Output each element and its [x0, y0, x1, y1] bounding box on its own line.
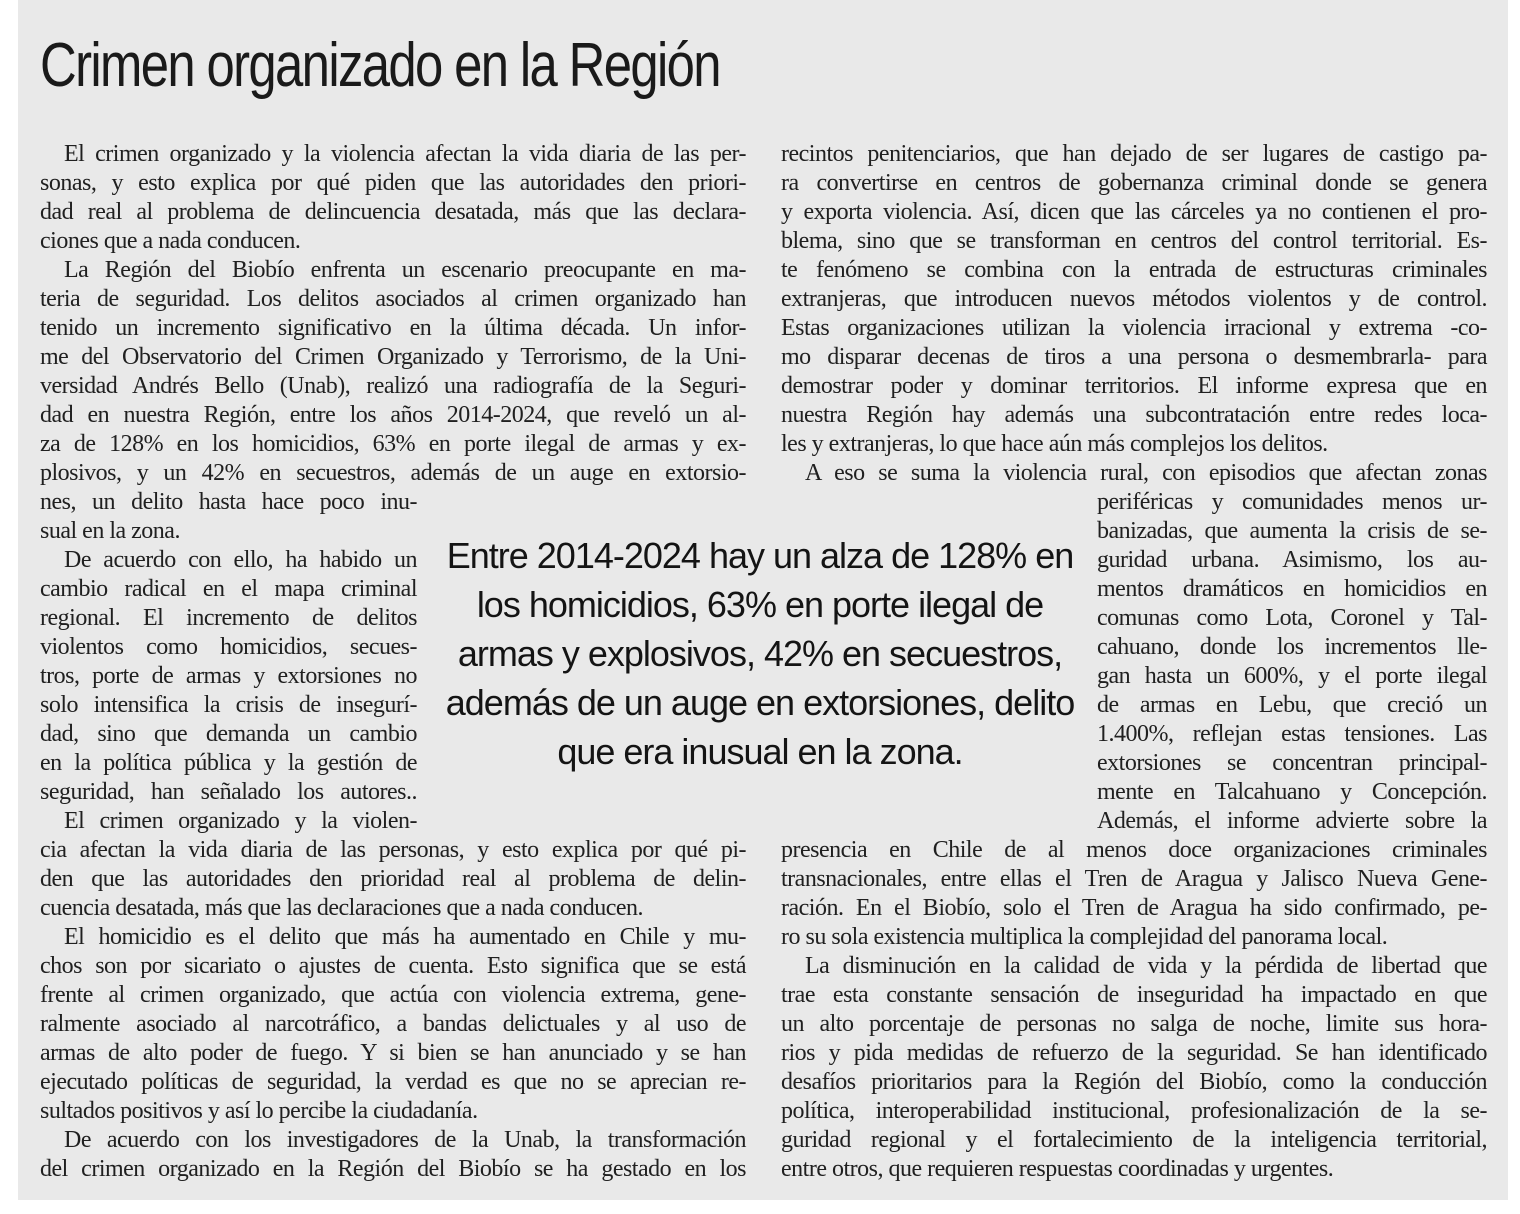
- left-column-line: cambio radical en el mapa criminal: [40, 576, 417, 602]
- right-column-line: A eso se suma la violencia rural, con episodios que afectan zonas: [805, 460, 1487, 486]
- right-column-line: La disminución en la calidad de vida y la pérdida de libertad que: [805, 953, 1487, 979]
- right-column-line: presencia en Chile de al menos doce organizaciones criminales: [781, 837, 1487, 863]
- right-column-line: mente en Talcahuano y Concepción.: [1097, 779, 1487, 805]
- left-column-line: De acuerdo con ello, ha habido un: [64, 547, 417, 573]
- left-column-line: dad en nuestra Región, entre los años 2014-2024, que reveló un al-: [40, 402, 746, 428]
- right-column-line: rios y pida medidas de refuerzo de la seguridad. Se han identificado: [781, 1040, 1487, 1066]
- left-column-line: sultados positivos y así lo percibe la ciudadanía.: [40, 1098, 478, 1124]
- left-column-line: nes, un delito hasta hace poco inu-: [40, 489, 417, 515]
- left-column-line: ralmente asociado al narcotráfico, a bandas delictuales y al uso de: [40, 1011, 746, 1037]
- right-column-line: política, interoperabilidad institucional, profesionalización de la se-: [781, 1098, 1487, 1124]
- left-column-line: teria de seguridad. Los delitos asociados al crimen organizado han: [40, 286, 746, 312]
- left-column-line: De acuerdo con los investigadores de la Unab, la transformación: [64, 1127, 746, 1153]
- left-column-line: cia afectan la vida diaria de las personas, y esto explica por qué pi-: [40, 837, 746, 863]
- left-column-line: sonas, y esto explica por qué piden que las autoridades den priori-: [40, 170, 746, 196]
- right-column-line: y exporta violencia. Así, dicen que las cárceles ya no contienen el pro-: [781, 199, 1487, 225]
- right-column-line: cahuano, donde los incrementos lle-: [1097, 634, 1487, 660]
- pull-quote-line: que era inusual en la zona.: [557, 731, 963, 772]
- left-column-line: plosivos, y un 42% en secuestros, además de un auge en extorsio-: [40, 460, 746, 486]
- right-column-line: te fenómeno se combina con la entrada de estructuras criminales: [781, 257, 1487, 283]
- right-column-line: de armas en Lebu, que creció un: [1097, 692, 1487, 718]
- right-column-line: entre otros, que requieren respuestas coordinadas y urgentes.: [781, 1156, 1334, 1182]
- left-column-line: me del Observatorio del Crimen Organizado y Terrorismo, de la Uni-: [40, 344, 746, 370]
- right-column-line: extranjeras, que introducen nuevos métodos violentos y de control.: [781, 286, 1487, 312]
- right-column-line: recintos penitenciarios, que han dejado de ser lugares de castigo pa-: [781, 141, 1487, 167]
- left-column-line: dad real al problema de delincuencia desatada, más que las declara-: [40, 199, 746, 225]
- right-column-line: nuestra Región hay además una subcontratación entre redes loca-: [781, 402, 1487, 428]
- right-column-line: desafíos prioritarios para la Región del Biobío, como la conducción: [781, 1069, 1487, 1095]
- left-column-line: den que las autoridades den prioridad real al problema de delin-: [40, 866, 746, 892]
- right-column-line: periféricas y comunidades menos ur-: [1097, 489, 1487, 515]
- left-column-line: El homicidio es el delito que más ha aumentado en Chile y mu-: [64, 924, 746, 950]
- left-column-line: solo intensifica la crisis de insegurí-: [40, 692, 417, 718]
- pull-quote-line: además de un auge en extorsiones, delito: [445, 682, 1075, 723]
- left-column-line: El crimen organizado y la violencia afectan la vida diaria de las per-: [64, 141, 746, 167]
- left-column-line: armas de alto poder de fuego. Y si bien se han anunciado y se han: [40, 1040, 746, 1066]
- right-column-line: mentos dramáticos en homicidios en: [1097, 576, 1487, 602]
- right-column-line: blema, sino que se transforman en centros del control territorial. Es-: [781, 228, 1487, 254]
- headline: Crimen organizado en la Región: [40, 31, 720, 100]
- right-column-line: 1.400%, reflejan estas tensiones. Las: [1097, 721, 1487, 747]
- left-column-line: seguridad, han señalado los autores..: [40, 779, 417, 805]
- left-column-line: en la política pública y la gestión de: [40, 750, 417, 776]
- right-column-line: extorsiones se concentran principal-: [1097, 750, 1487, 776]
- left-column-line: El crimen organizado y la violen-: [64, 808, 417, 834]
- right-column-line: guridad urbana. Asimismo, los au-: [1097, 547, 1487, 573]
- right-column-line: un alto porcentaje de personas no salga de noche, limite sus hora-: [781, 1011, 1487, 1037]
- left-column-line: La Región del Biobío enfrenta un escenario preocupante en ma-: [64, 257, 746, 283]
- left-column-line: dad, sino que demanda un cambio: [40, 721, 417, 747]
- right-column-line: gan hasta un 600%, y el porte ilegal: [1097, 663, 1487, 689]
- right-column-line: Estas organizaciones utilizan la violencia irracional y extrema -co-: [781, 315, 1487, 341]
- right-column-line: transnacionales, entre ellas el Tren de Aragua y Jalisco Nueva Gene-: [781, 866, 1487, 892]
- left-column-line: tros, porte de armas y extorsiones no: [40, 663, 417, 689]
- right-column-line: trae esta constante sensación de inseguridad ha impactado en que: [781, 982, 1487, 1008]
- right-column-line: banizadas, que aumenta la crisis de se-: [1097, 518, 1487, 544]
- left-column-line: tenido un incremento significativo en la última década. Un infor-: [40, 315, 746, 341]
- right-column-line: Además, el informe advierte sobre la: [1097, 808, 1487, 834]
- left-column-line: cuencia desatada, más que las declaraciones que a nada conducen.: [40, 895, 644, 921]
- left-column-line: regional. El incremento de delitos: [40, 605, 417, 631]
- left-column-line: ejecutado políticas de seguridad, la verdad es que no se aprecian re-: [40, 1069, 746, 1095]
- left-column-line: za de 128% en los homicidios, 63% en porte ilegal de armas y ex-: [40, 431, 746, 457]
- right-column-line: mo disparar decenas de tiros a una persona o desmembrarla- para: [781, 344, 1487, 370]
- right-column-line: ra convertirse en centros de gobernanza criminal donde se genera: [781, 170, 1487, 196]
- left-column-line: versidad Andrés Bello (Unab), realizó una radiografía de la Seguri-: [40, 373, 746, 399]
- right-column-line: les y extranjeras, lo que hace aún más complejos los delitos.: [781, 431, 1328, 457]
- right-column-line: ración. En el Biobío, solo el Tren de Aragua ha sido confirmado, pe-: [781, 895, 1487, 921]
- left-column-line: ciones que a nada conducen.: [40, 228, 301, 254]
- right-column-line: comunas como Lota, Coronel y Tal-: [1097, 605, 1487, 631]
- left-column-line: chos son por sicariato o ajustes de cuenta. Esto significa que se está: [40, 953, 746, 979]
- right-column-line: demostrar poder y dominar territorios. El informe expresa que en: [781, 373, 1487, 399]
- right-column-line: guridad regional y el fortalecimiento de la inteligencia territorial,: [781, 1127, 1487, 1153]
- left-column-line: del crimen organizado en la Región del Biobío se ha gestado en los: [40, 1156, 746, 1182]
- right-column-line: ro su sola existencia multiplica la complejidad del panorama local.: [781, 924, 1388, 950]
- left-column-line: frente al crimen organizado, que actúa con violencia extrema, gene-: [40, 982, 746, 1008]
- left-column-line: violentos como homicidios, secues-: [40, 634, 417, 660]
- pull-quote-line: Entre 2014-2024 hay un alza de 128% en: [446, 535, 1074, 576]
- pull-quote-line: los homicidios, 63% en porte ilegal de: [476, 584, 1044, 625]
- left-column-line: sual en la zona.: [40, 518, 180, 544]
- pull-quote-line: armas y explosivos, 42% en secuestros,: [457, 633, 1063, 674]
